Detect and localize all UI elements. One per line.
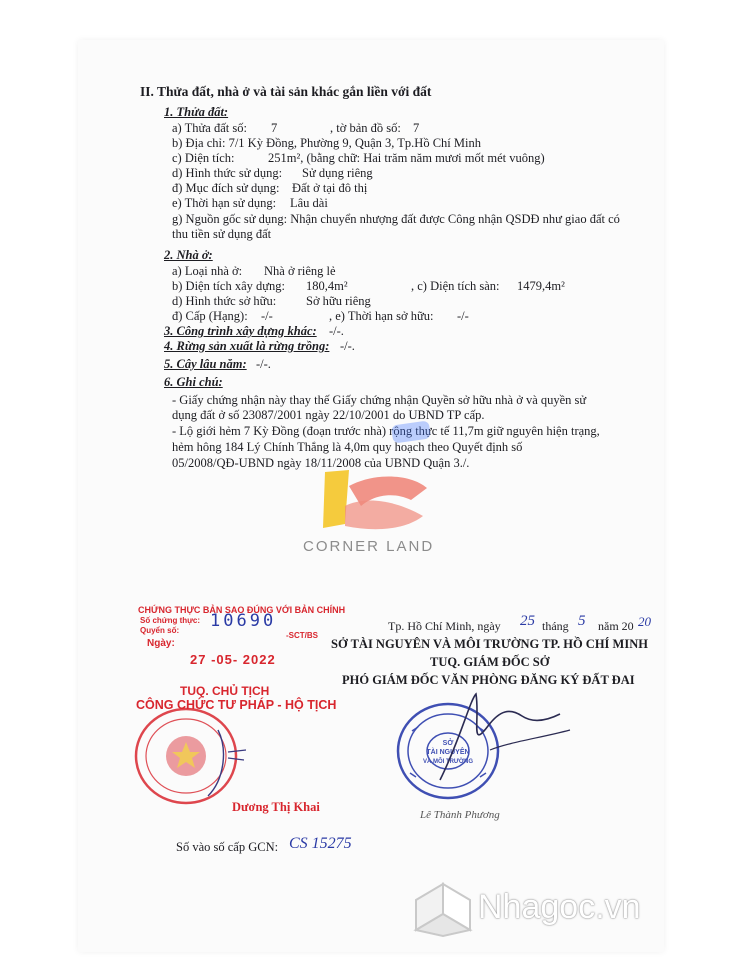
svg-text:VÀ MÔI TRƯỜNG: VÀ MÔI TRƯỜNG: [422, 759, 474, 765]
issuer-title: PHÓ GIÁM ĐỐC VĂN PHÒNG ĐĂNG KÝ ĐẤT ĐAI: [342, 673, 635, 687]
note-line: - Giấy chứng nhận này thay thế Giấy chứng nhận Quyền sở hữu nhà ở và quyền sử: [172, 393, 587, 407]
land-parcel-value: 7: [271, 121, 278, 135]
note-line: hẻm hông 184 Lý Chính Thắng là 4,0m quy hoạch theo Quyết định số: [172, 440, 523, 454]
note-line: 05/2008/QĐ-UBND ngày 18/11/2008 của UBND Quận 3./.: [172, 456, 470, 470]
issue-day: 25: [520, 613, 535, 629]
land-purpose-label: đ) Mục đích sử dụng:: [172, 181, 280, 195]
land-parcel-label: a) Thửa đất số:: [172, 121, 247, 135]
cert-stamp-title: CHỨNG THỰC BẢN SAO ĐÚNG VỚI BẢN CHÍNH: [138, 605, 346, 615]
land-term-value: Lâu dài: [290, 196, 328, 210]
house-floor-area-value: 1479,4m²: [517, 279, 565, 293]
house-term-label: , e) Thời hạn sở hữu:: [329, 309, 434, 323]
section-heading: II. Thửa đất, nhà ở và tài sản khác gắn liền với đất: [140, 84, 432, 99]
cert-signer-name: Dương Thị Khai: [232, 800, 320, 814]
land-origin-line2: thu tiền sử dụng đất: [172, 227, 272, 241]
other-works-value: -/-.: [329, 324, 344, 338]
land-map-label: , tờ bản đồ số:: [330, 121, 401, 135]
watermark-site: Nhagoc.vn: [478, 888, 641, 926]
house-build-area-label: b) Diện tích xây dựng:: [172, 279, 286, 293]
issue-place-date: Tp. Hồ Chí Minh, ngày: [388, 619, 501, 633]
cert-authority-1: TUQ. CHỦ TỊCH: [180, 684, 270, 698]
land-area-value: 251m², (bằng chữ: Hai trăm năm mươi mốt mét vuông): [268, 151, 545, 165]
land-area-label: c) Diện tích:: [172, 151, 235, 165]
issuer-authorized: TUQ. GIÁM ĐỐC SỞ: [430, 655, 550, 669]
notes-title: 6. Ghi chú:: [164, 375, 223, 389]
cert-authority-2: CÔNG CHỨC TƯ PHÁP - HỘ TỊCH: [136, 698, 337, 712]
watermark-brand: CORNER LAND: [303, 538, 435, 555]
perennial-value: -/-.: [256, 357, 271, 371]
corner-land-logo-icon: [315, 466, 435, 538]
land-map-value: 7: [413, 121, 420, 135]
svg-text:TÀI NGUYÊN: TÀI NGUYÊN: [426, 749, 470, 756]
land-origin-line1: g) Nguồn gốc sử dụng: Nhận chuyển nhượng đất được Công nhận QSDĐ như giao đất có: [172, 212, 620, 226]
forest-title: 4. Rừng sản xuất là rừng trồng:: [164, 339, 330, 353]
issue-month-label: tháng: [542, 619, 569, 633]
director-signature-icon: [430, 680, 580, 790]
house-ownership-value: Sở hữu riêng: [306, 294, 371, 308]
commune-seal-icon: [128, 700, 248, 810]
registry-label: Số vào số cấp GCN:: [176, 840, 279, 854]
perennial-title: 5. Cây lâu năm:: [164, 357, 247, 371]
nhagoc-logo-icon: [412, 880, 474, 938]
land-usage-form-value: Sử dụng riêng: [302, 166, 373, 180]
director-signer-name: Lê Thành Phương: [420, 809, 500, 821]
house-title: 2. Nhà ở:: [164, 248, 213, 262]
note-line: - Lộ giới hẻm 7 Kỳ Đồng (đoạn trước nhà) rộng thực tế 11,7m giữ nguyên hiện trạng,: [172, 424, 600, 438]
land-usage-form-label: d) Hình thức sử dụng:: [172, 166, 283, 180]
cert-number-label: Số chứng thực:: [140, 616, 201, 625]
house-type-label: a) Loại nhà ở:: [172, 264, 243, 278]
house-grade-value: -/-: [261, 309, 273, 323]
land-term-label: e) Thời hạn sử dụng:: [172, 196, 277, 210]
house-term-value: -/-: [457, 309, 469, 323]
registry-value: CS 15275: [289, 835, 352, 852]
svg-text:SỞ: SỞ: [442, 740, 454, 747]
land-address: b) Địa chỉ: 7/1 Kỳ Đồng, Phường 9, Quận 3, Tp.Hồ Chí Minh: [172, 136, 481, 150]
other-works-title: 3. Công trình xây dựng khác:: [164, 324, 317, 338]
house-grade-label: đ) Cấp (Hạng):: [172, 309, 248, 323]
house-type-value: Nhà ở riêng lẻ: [264, 264, 336, 278]
cert-date-label: Ngày:: [147, 638, 175, 649]
cert-date-value: 27 -05- 2022: [190, 652, 276, 667]
land-title: 1. Thửa đất:: [164, 105, 229, 119]
cert-book-label: Quyển số:: [140, 626, 180, 635]
issue-year: 20: [638, 614, 651, 629]
issuer-department: SỞ TÀI NGUYÊN VÀ MÔI TRƯỜNG TP. HỒ CHÍ MINH: [331, 637, 648, 651]
land-purpose-value: Đất ở tại đô thị: [292, 181, 368, 195]
house-floor-area-label: , c) Diện tích sàn:: [411, 279, 500, 293]
issue-month: 5: [578, 613, 586, 629]
note-line: dụng đất ở số 23087/2001 ngày 22/10/2001 do UBND TP cấp.: [172, 408, 485, 422]
forest-value: -/-.: [340, 339, 355, 353]
cert-number-value: 10690: [210, 611, 277, 631]
issue-year-prefix: năm 20: [598, 619, 634, 633]
house-build-area-value: 180,4m²: [306, 279, 348, 293]
house-ownership-label: d) Hình thức sở hữu:: [172, 294, 277, 308]
cert-book-suffix: -SCT/BS: [286, 631, 318, 640]
